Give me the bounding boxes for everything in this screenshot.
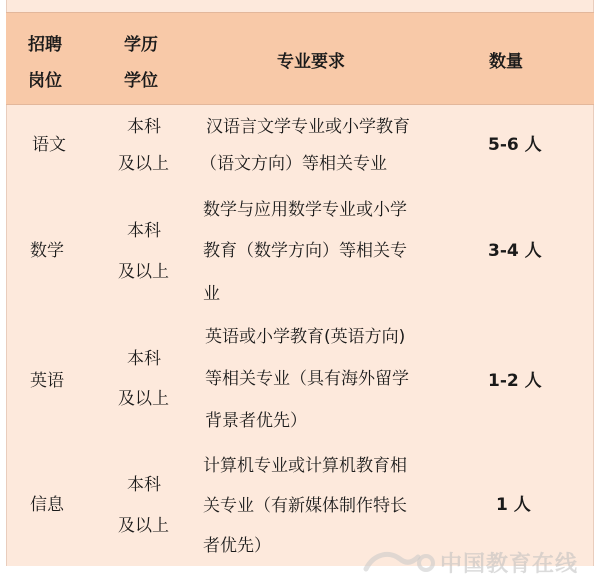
- table-top-border: [6, 12, 594, 13]
- watermark-logo-icon: [360, 549, 440, 575]
- row-major-line3: 者优先）: [203, 536, 271, 556]
- row-education-line1: 本科: [127, 221, 161, 241]
- row-major-line3: 业: [203, 284, 220, 304]
- row-education-line2: 及以上: [118, 262, 169, 282]
- header-divider: [6, 104, 594, 105]
- row-major-line3: 背景者优先）: [205, 411, 307, 431]
- row-major-line1: 数学与应用数学专业或小学: [203, 200, 407, 220]
- row-position: 英语: [30, 371, 64, 391]
- row-quantity: 3-4 人: [488, 241, 542, 261]
- row-major-line2: 关专业（有新媒体制作特长: [203, 496, 407, 516]
- row-major-line2: 教育（数学方向）等相关专: [203, 241, 407, 261]
- header-education-line1: 学历: [124, 35, 158, 55]
- row-major-line1: 汉语言文学专业或小学教育: [206, 117, 410, 137]
- header-education-line2: 学位: [124, 71, 158, 91]
- row-education-line1: 本科: [127, 475, 161, 495]
- header-position-line2: 岗位: [28, 71, 62, 91]
- row-quantity: 1-2 人: [488, 371, 542, 391]
- row-position: 数学: [30, 241, 64, 261]
- row-education-line2: 及以上: [118, 154, 169, 174]
- header-major: 专业要求: [277, 52, 345, 72]
- row-position: 语文: [32, 135, 66, 155]
- row-position: 信息: [30, 495, 64, 515]
- row-major-line1: 英语或小学教育(英语方向): [205, 327, 406, 347]
- row-major-line2: 等相关专业（具有海外留学: [205, 369, 409, 389]
- watermark-text: 中国教育在线: [440, 551, 579, 577]
- row-education-line1: 本科: [127, 349, 161, 369]
- row-education-line1: 本科: [127, 117, 161, 137]
- row-major-line2: （语文方向）等相关专业: [200, 154, 387, 174]
- header-quantity: 数量: [489, 52, 523, 72]
- row-quantity: 1 人: [496, 495, 531, 515]
- row-quantity: 5-6 人: [488, 135, 542, 155]
- row-major-line1: 计算机专业或计算机教育相: [203, 456, 407, 476]
- header-position-line1: 招聘: [28, 35, 62, 55]
- row-education-line2: 及以上: [118, 389, 169, 409]
- row-education-line2: 及以上: [118, 516, 169, 536]
- watermark: [360, 546, 594, 578]
